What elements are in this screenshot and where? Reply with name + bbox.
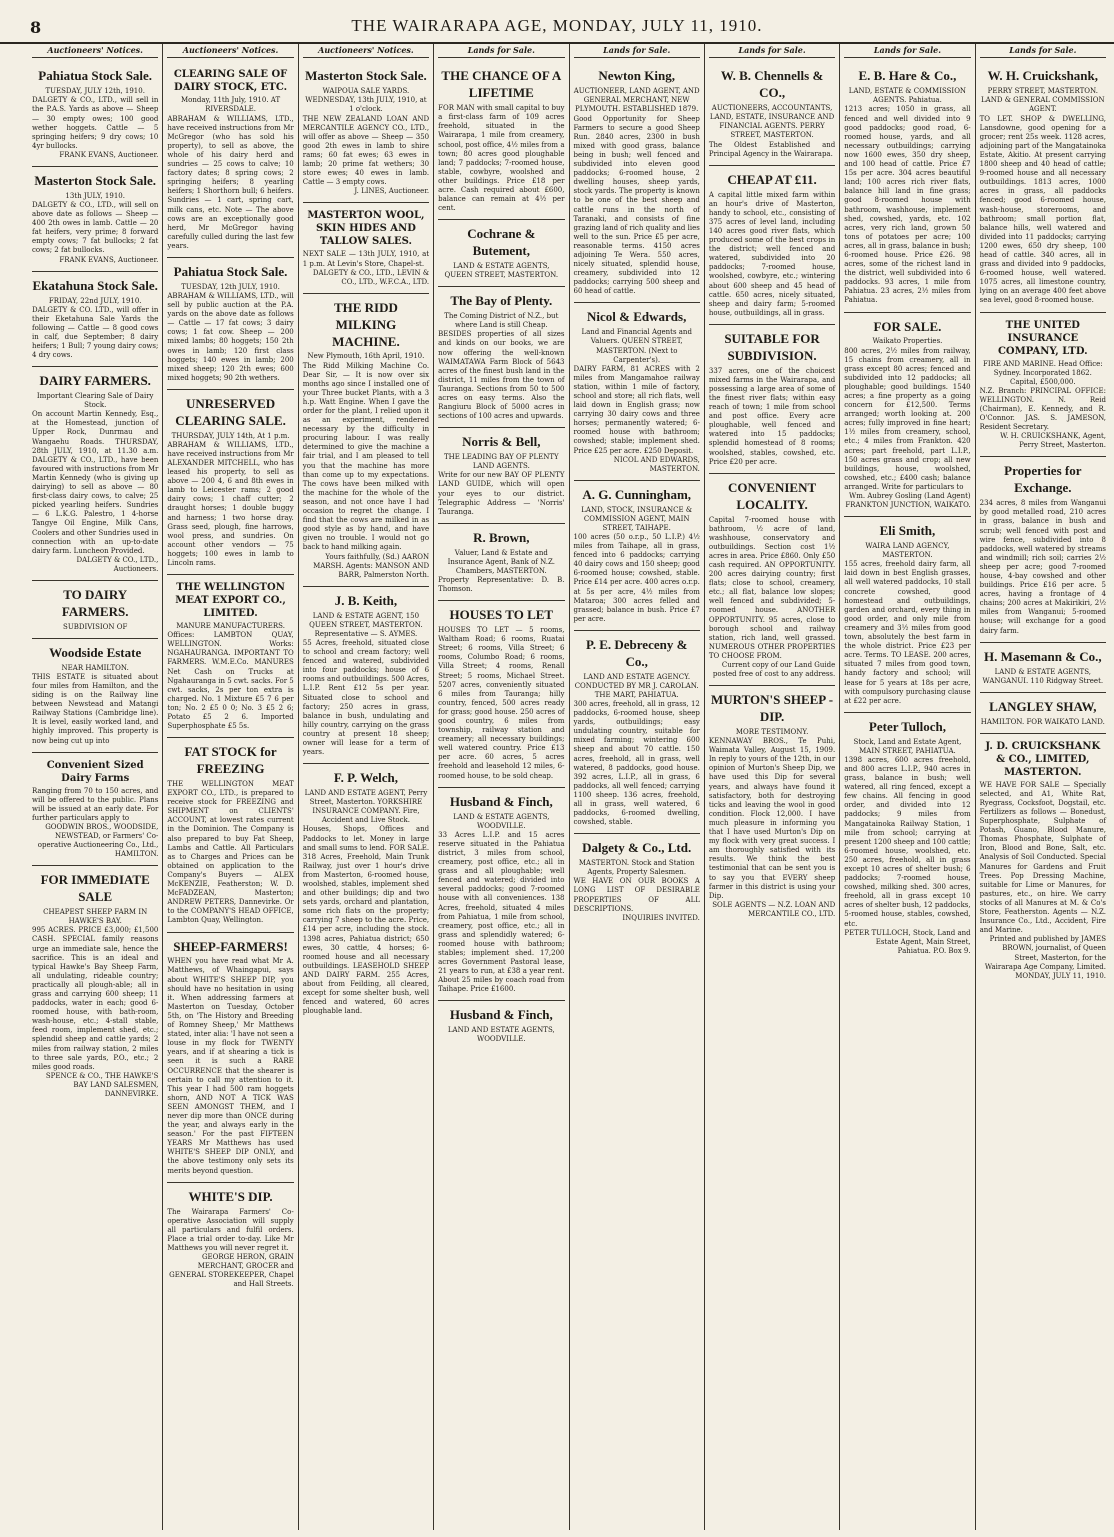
advertisement: [574, 62, 700, 303]
ad-title: LANGLEY SHAW,: [989, 698, 1097, 714]
advertisement: [32, 167, 158, 272]
ad-subtitle: Waikato Properties.: [872, 337, 943, 346]
ad-title: Pahiatua Stock Sale.: [38, 68, 153, 84]
ad-signature: FRANK EVANS, Auctioneer.: [59, 150, 159, 159]
ad-signature: J. LINES, Auctioneer.: [354, 187, 430, 196]
ad-body: DALGETY & CO., LTD., will sell in the P.A.S. Yards as above — Sheep — 30 empty owes; 100 good wether hoggets. Cattle — 5 springing heifers; 9 dry cows; 10 4yr bullocks.: [32, 96, 159, 150]
ad-body: 800 acres, 2½ miles from railway, 15 chains from creamery, all in grass except 80 acres; fenced and subdivided into 12 paddocks; all ploughable; good buildings. 1540 acres; a fine property as a going concern for £12,500. Terms arranged; worth looking at. 200 acres; fully improved in fine heart; 1½ miles from creamery, school, etc.; 4 miles from Frankton. 420 acres; part freehold, part L.I.P., 150 acres grass and crop; all new buildings, house, woolshed, cowshed, etc.; £400 cash; balance arranged. Write for particulars to: [844, 346, 971, 491]
ad-signature: FRANK EVANS, Auctioneer.: [59, 255, 159, 264]
advertisement: [980, 734, 1106, 987]
ad-body: 155 acres, freehold dairy farm, all laid down in best English grasses, all well watered paddocks, 10 stall concrete cowshed, good homestead and outbuildings, garden and orchard, every thing in good order, and only mile from creamery and 3½ miles from good town, absolutely the best farm in the whole district. Price £23 per acre. Terms. TO LEASE. 200 acres, situated 7 miles from good town, handy factory and school; will lease for 5 years at 18s per acre, with compulsory purchasing clause at £22 per acre.: [844, 560, 971, 705]
advertisement: [980, 313, 1106, 458]
ad-subtitle: New Plymouth, 16th April, 1910.: [307, 352, 425, 361]
ad-title: Ekatahuna Stock Sale.: [32, 277, 158, 293]
ad-title: W. H. Cruickshank,: [987, 68, 1099, 84]
ad-body: 995 ACRES. PRICE £3,000; £1,500 CASH. SPECIAL family reasons urge an immediate sale, hence the sacrifice. This is an ideal and typical Hawke's Bay Sheep Farm, all undulating, rideable country; practically all plough-able; all in grass and carrying 600 sheep; 11 paddocks, water in each; good 6-roomed house, with bath-room, wash-house, etc.; 4-stall stable, feed room, implement shed, etc.; splendid sheep and cattle yards; 2 miles from railway station, 2 miles to three sale yards, P.O., etc.; 2 miles good roads.: [32, 926, 159, 1071]
ad-body: Offices: LAMBTON QUAY, WELLINGTON. Works: NGAHAURANGA. IMPORTANT TO FARMERS. W.M.E.Co. MANURES Net Cash on Trucks at Ngahauranga in 5 cwt. sacks. For 5 cwt. sacks, 2s per ton extra is charged. No. 1 Mixture £5 7 6 per ton; No. 2 £5 0 0; No. 3 £5 2 6; Potato £5 2 6. Imported Superphosphate £5 5s.: [167, 631, 294, 731]
ad-subtitle: LAND, STOCK, INSURANCE & COMMISSION AGENT, MAIN STREET, TAIHAPE.: [581, 505, 693, 532]
ad-body: Good Opportunity for Sheep Farmers to secure a good Sheep Run. 2840 acres, 2300 in bush mixed with good grass, balance being in bush; well fenced and subdivided into eleven good paddocks; 6-roomed house, 2 dwelling houses, sheep yards, stock yards. The property is known to be one of the best sheep and cattle runs in the north of Taranaki, and consists of fine grazing land of rich quality and lies well to the sun. Price £5 per acre, reasonable terms. 4150 acres adjoining Te Wera. 550 acres, nicely situated, splendid house, creamery, subdivided into 12 paddocks; carrying 500 sheep and 60 head of cattle.: [573, 114, 700, 296]
ad-subtitle: HAMILTON. FOR WAIKATO LAND.: [980, 717, 1105, 726]
page-number: 8: [30, 18, 42, 37]
ad-subtitle: Monday, 11th July, 1910. AT RIVERSDALE.: [181, 96, 281, 114]
advertisement: [438, 62, 564, 220]
ad-body: DALGETY & CO., LTD., will sell on above date as follows — Sheep — 400 2th owes in lamb. Cattle — 20 fat heifers, very prime; 8 forward empty cows; 7 fat bullocks; 2 fat cows; 2 fat bullocks.: [32, 201, 159, 255]
ad-subtitle: LAND & ESTATE AGENT, 150 QUEEN STREET, MASTERTON. Representative — S. AYMES.: [309, 611, 423, 638]
ad-title: DAIRY FARMERS.: [39, 373, 151, 389]
ad-title: Woodside Estate: [49, 644, 142, 660]
column: [28, 44, 162, 1530]
ad-title: MASTERTON WOOL, SKIN HIDES AND TALLOW SALES.: [307, 210, 425, 248]
advertisement: [32, 753, 158, 867]
ad-body: A capital little mixed farm within an hour's drive of Masterton, handy to school, etc., consisting of 375 acres of level land, including 140 acres good river flats, which produced some of the best crops in the district; well fenced and watered, subdivided into 20 paddocks; 7-roomed house, woolshed, cowbyre, etc.; wintering about 600 sheep and 45 head of cattle. 650 acres, nicely situated, sheep and dairy farm; 5-roomed house, outbuildings, all in grass.: [708, 190, 836, 317]
ad-title: Pahiatua Stock Sale.: [173, 263, 288, 279]
column-header: Lands for Sale.: [844, 44, 970, 58]
advertisement: [303, 294, 429, 587]
advertisement: [438, 220, 564, 287]
ad-subtitle: FIRE AND MARINE. Head Office: Sydney. Incorporated 1862. Capital, £500,000.: [982, 359, 1103, 386]
ad-subtitle: Land and Financial Agents and Valuers. QUEEN STREET, MASTERTON. (Next to Carpenter's).: [581, 328, 692, 364]
advertisement: [167, 1183, 293, 1296]
ad-title: THE UNITED INSURANCE COMPANY, LTD.: [997, 319, 1088, 357]
ad-title: THE WELLINGTON MEAT EXPORT CO., LIMITED.: [175, 582, 286, 620]
ad-body: The Oldest Established and Principal Agency in the Wairarapa.: [708, 140, 836, 158]
advertisement: [32, 62, 158, 167]
ad-body: ABRAHAM & WILLIAMS, LTD., have received instructions from Mr McGregor (who has sold his property), to sell as above, the whole of his dairy herd and sundries — 25 cows to calve; 10 factory dates; 8 spring cows; 2 springing heifers; 8 yearling heifers; 1 Shorthorn bull; 6 heifers. Sundries — 1 cart, spring cart, milk cans, etc. Note — The above cows are an exceptionally good herd, Mr McGregor having carefully culled during the last few years.: [167, 114, 294, 250]
ad-signature: Wm. Aubrey Gosling (Land Agent) FRANKTON JUNCTION, WAIKATO.: [845, 492, 971, 510]
ad-body: 33 Acres L.I.P. and 15 acres reserve situated in the Pahiatua district, 3 miles from school, creamery, post office, etc.; all in grass and all ploughable; well fenced and watered; divided into several paddocks; good 7-roomed house with all conveniences. 138 Acres, freehold, situated 4 miles from Pahiatua, 1 mile from school, creamery, post office, etc.; all in grass and splendidly watered; 6-roomed house with bathroom; stables; implement shed. 17,200 acres Government Pastoral lease, 21 years to run, at £38 a year rent. About 25 miles by coach road from Taihape. Price £1600.: [438, 830, 565, 994]
ad-signature: Yours faithfully, (Sd.) AARON MARSH. Agents: MANSON AND BARR, Palmerston North.: [313, 552, 430, 579]
ad-subtitle: LAND & ESTATE AGENTS, WOODVILLE.: [453, 812, 550, 830]
ad-title: Husband & Finch,: [449, 1007, 553, 1023]
column: [704, 44, 839, 1530]
advertisement: [32, 866, 158, 1105]
ad-title: R. Brown,: [473, 529, 530, 545]
ad-body: The Wairarapa Farmers' Co-operative Association will supply all particulars and fulfil orders. Place a trial order to-day. Like Mr Matthews you will never regret it.: [167, 1207, 294, 1252]
ad-signature: Current copy of our Land Guide posted free of cost to any address.: [712, 661, 836, 679]
advertisement: [303, 587, 429, 764]
ad-signature: GOODWIN BROS., WOODSIDE, NEWSTEAD, or Farmers' Co-operative Auctioneering Co., Ltd., HAMILTON.: [37, 822, 159, 859]
advertisement: [709, 62, 835, 165]
ad-title: Eli Smith,: [879, 523, 936, 539]
ad-body: 1213 acres; 1050 in grass, all fenced and well divided into 9 good paddocks; good road, 6-roomed house, yards, and all necessary outbuildings; carrying now 1600 ewes, 350 dry sheep, and 100 head of cattle. Price £7 15s per acre. 304 acres beautiful land; 100 acres rich river flats, balance hill land in fine grass; good 8-roomed house with bathroom, washhouse, implement shed, cowshed, yards, etc. 102 acres, very rich land, grown 50 tons of potatoes per acre; 100 acres, all in grass, balance in bush; 6-roomed house. Price £26. 98 acres, some of the richest land in the district, well subdivided into 6 paddocks. 93 acres, 1 mile from Pahiatua. 23 acres, 2½ miles from Pahiatua.: [844, 105, 971, 305]
ad-title: HOUSES TO LET: [449, 607, 554, 623]
ad-subtitle: THE LEADING BAY OF PLENTY LAND AGENTS.: [443, 453, 559, 471]
ad-subtitle: Important Clearing Sale of Dairy Stock.: [36, 392, 154, 410]
ad-subtitle: LAND AND ESTATE AGENCY. CONDUCTED BY MR J. CAROLAN. THE MART, PAHIATUA.: [574, 672, 699, 699]
ad-subtitle: TUESDAY, JULY 12th, 1910.: [45, 87, 145, 96]
ad-subtitle: LAND, ESTATE & COMMISSION AGENTS. Pahiatua.: [848, 87, 967, 105]
advertisement: [167, 933, 293, 1183]
advertisement: [980, 643, 1106, 693]
column: [839, 44, 974, 1530]
advertisement: [303, 764, 429, 1022]
ad-title: THE CHANCE OF A LIFETIME: [441, 68, 562, 101]
column-header: Auctioneers' Notices.: [303, 44, 429, 58]
column-header: Auctioneers' Notices.: [167, 44, 293, 58]
ad-body: WE HAVE FOR SALE — Specially selected, and A1, White Rat, Ryegrass, Cocksfoot, Dogstail, etc. Fertilizers as follows — Bonedust, Superphosphate, Sulphate of Potash, Guano, Blood Manure, Thomas Phosphate, Sulphate of Iron, Blood and Bone, Salt, etc. Analysis of Soil Conducted. Special Manures for Gardens and Fruit Trees. Pop Dressing Machine, suitable for Lime or Manures, for pastures, etc., on hire. We carry stocks of all Manures at M. & Co's Store, Featherston. Agents — N.Z. Insurance Co., Ltd., Accident, Fire and Marine.: [979, 780, 1106, 935]
newspaper-title: THE WAIRARAPA AGE, MONDAY, JULY 11, 1910.: [351, 16, 763, 35]
ad-subtitle: SUBDIVISION OF: [63, 622, 128, 631]
ad-subtitle: MANURE MANUFACTURERS.: [176, 622, 285, 631]
ad-body: Houses, Shops, Offices and Paddocks to let. Money in large and small sums to lend. FOR SALE. 318 Acres, Freehold, Main Trunk Railway, just over 1 hour's drive from Masterton, 6-roomed house, woolshed, stables, implement shed and other buildings; dip and two sets yards, orchard and plantation, some rich flats on the property; carrying 7 sheep to the acre. Price, £14 per acre, including the stock. 1398 acres, Pahiatua district; 650 ewes, 30 cattle, 4 horses; 6-roomed house and all necessary outbuildings. LEASEHOLD SHEEP AND DAIRY FARM. 255 Acres, about from Feilding, all cleared, except for some shelter bush, well fenced and watered, 60 acres ploughable land.: [302, 825, 430, 1016]
ad-subtitle: Stock, Land and Estate Agent, MAIN STREET, PAHIATUA.: [853, 737, 962, 755]
ad-title: P. E. Debreceny & Co.,: [585, 636, 688, 669]
ad-signature: DALGETY & CO., LTD., LEVIN & CO., LTD., W.F.C.A., LTD.: [312, 268, 430, 286]
advertisement: [844, 313, 970, 518]
ad-subtitle: NEAR HAMILTON.: [61, 663, 129, 672]
ad-title: CONVENIENT LOCALITY.: [728, 479, 817, 512]
ad-subtitle: THURSDAY, JULY 14th, At 1 p.m.: [171, 431, 290, 440]
ad-title: CLEARING SALE OF DAIRY STOCK, ETC.: [173, 69, 288, 94]
advertisement: [980, 62, 1106, 312]
ad-title: E. B. Hare & Co.,: [858, 68, 957, 84]
ad-subtitle: AUCTIONEERS, ACCOUNTANTS, LAND, ESTATE, INSURANCE AND FINANCIAL AGENTS. PERRY STREET, MASTERTON.: [709, 104, 835, 140]
ad-subtitle: FRIDAY, 22nd JULY, 1910.: [48, 296, 142, 305]
ad-body: ABRAHAM & WILLIAMS, LTD., have received instructions from Mr ALEXANDER MITCHELL, who has leased his property, to sell as above — 200 4, 6 and 8th ewes in lamb to Leicester rams; 2 good dairy cows; 1 chaff cutter; 2 draught horses; 1 double buggy and harness; 1 two horse dray. Grass seed, plough, fine harrows, wool press, and sundries. On account other vendors — 75 hoggets; 100 ewes in lamb to Lincoln rams.: [167, 440, 294, 567]
ad-body: 55 Acres, freehold, situated close to school and cream factory; well fenced and watered, subdivided into four paddocks; house of 6 rooms and outbuildings. 500 Acres, L.I.P. Rent £12 5s per year. Situated close to school and factory; 250 acres in grass, balance in bush, undulating and hilly country, carrying on the grass country at present 18 sheep; owner will lease for a term of years.: [302, 638, 430, 757]
ad-subtitle: LAND & ESTATE AGENTS, QUEEN STREET, MASTERTON.: [444, 262, 559, 280]
ad-title: Dalgety & Co., Ltd.: [582, 840, 692, 856]
ad-body: N.Z. Branch: PRINCIPAL OFFICE: WELLINGTON. N. Reid (Chairman), E. Kennedy, and R. O'Connor. JAS. S. JAMESON, Resident Secretary.: [979, 386, 1106, 432]
ad-title: Masterton Stock Sale.: [305, 68, 427, 84]
advertisement: [438, 287, 564, 428]
advertisement: [167, 258, 293, 390]
ad-title: Properties for Exchange.: [1004, 463, 1082, 496]
advertisement: [438, 1001, 564, 1050]
advertisement: [32, 639, 158, 753]
advertisement: [167, 738, 293, 932]
ad-body: On account Martin Kennedy, Esq., at the Homestead, junction of Upper Rock, Dunrmau and Wangaehu Roads. THURSDAY, 28th JULY, 1910, at 11.30 a.m. DALGETY & CO., LTD., have been favoured with instructions from Mr Martin Kennedy (who is giving up dairying) to sell as above — 80 first-class dairy cows, to calve; 25 picked yearling heifers. Sundries — 6 L.K.G. Palestro, 1 4-horse Tangye Oil Engine, Milk Cans, Coolers and other Sundries used in connection with an up-to-date dairy farm. Luncheon Provided.: [32, 410, 159, 555]
ad-signature: W. H. CRUICKSHANK, Agent, Perry Street, Masterton.: [1000, 432, 1106, 450]
advertisement: [844, 62, 970, 312]
ad-title: FOR SALE.: [873, 318, 942, 334]
ad-title: WHITE'S DIP.: [188, 1188, 273, 1204]
ad-body: NEXT SALE — 13th JULY, 1910, at 1 p.m. At Levin's Store, Chapel-st.: [302, 250, 430, 268]
ad-title: Masterton Stock Sale.: [34, 173, 157, 189]
ad-title: H. Masemann & Co.,: [983, 648, 1102, 664]
ad-body: 234 acres, 8 miles from Wanganui by good metalled road, 210 acres in grass, balance in bush and scrub; well fenced with post and wire fence, subdivided into 8 paddocks, well watered by streams and windmill; rich soil; carries 2½ sheep per acre; good 7-roomed house, 4-bay cowshed and other buildings. Price £16 per acre. 5 acres, having a frontage of 4 chains; 200 acres at Makirikiri, 2½ miles from Wanganui; 5-roomed house; will exchange for a good dairy farm.: [979, 499, 1106, 635]
column-header: Lands for Sale.: [709, 44, 835, 58]
ad-subtitle: PERRY STREET, MASTERTON. LAND & GENERAL COMMISSION AGENT.: [981, 87, 1105, 114]
ad-title: FOR IMMEDIATE SALE: [40, 872, 150, 905]
ad-title: Newton King,: [598, 68, 675, 84]
ad-subtitle: MORE TESTIMONY.: [735, 728, 809, 736]
ad-title: Husband & Finch,: [449, 793, 553, 809]
advertisement: [980, 693, 1106, 734]
ad-body: Capital 7-roomed house with bathroom, ½ acre of land, washhouse, conservatory and outbuildings. Section cost 1½ acres in area. Price £860. Only £50 cash required. AN OPPORTUNITY. 200 acres dairying country; first flats; close to school, creamery, etc.; all flat, balance low slopes; well fenced and subdivided; 5-roomed house. ANOTHER OPPORTUNITY. 95 acres, close to borough school and railway station, rich land, well grassed. NUMEROUS OTHER PROPERTIES TO CHOOSE FROM.: [708, 515, 836, 660]
advertisement: [303, 62, 429, 203]
column: [569, 44, 704, 1530]
ad-body: 1398 acres, 600 acres freehold, and 800 acres L.I.P., 940 acres in grass, balance in bush; well watered, all ring fenced, except a few chains. All fencing in good order, and divided into 12 paddocks; 9 miles from Mangatainoka Railway Station, 1 mile from school; carrying at present 1200 sheep and 100 cattle; 6-roomed house, woolshed, etc. 250 acres, freehold, all in grass except 10 acres of shelter bush; 6 paddocks; 7-roomed house, cowshed, milking shed. 300 acres, freehold, all in grass except 10 acres of shelter bush, 12 paddocks, 5-roomed house, stables, cowshed, etc.: [844, 755, 971, 928]
advertisement: [709, 474, 835, 686]
ad-title: A. G. Cunningham,: [582, 486, 692, 502]
ad-body: The Ridd Milking Machine Co. Dear Sir, — It is now over six months ago since I installed one of your Three bucket Plants, with a 3 h.p. Watt Engine. When I gave the order for the plant, I relied upon it as an experiment, rendered necessary by the difficulty in procuring labour. I was really determined to give the machine a fair trial, and I am pleased to tell you that the machine has more than come up to my expectations. The cows have been milked with the machine for the whole of the season, and not once have I had occasion to regret the change. I find that the cows are milked in as good style as by hand, and have given no trouble. I would not go back to hand milking again.: [302, 361, 430, 552]
ad-title: UNRESERVED CLEARING SALE.: [175, 395, 286, 428]
ad-title: Convenient Sized Dairy Farms: [46, 759, 144, 784]
ad-body: Ranging from 70 to 150 acres, and will be offered to the public. Plans will be issued at an early date. For further particulars apply to: [32, 786, 159, 822]
ad-signature: PETER TULLOCH, Stock, Land and Estate Agent, Main Street, Pahiatua. P.O. Box 9.: [844, 928, 971, 955]
ad-title: J. B. Keith,: [334, 592, 398, 608]
ad-body: TO LET. SHOP & DWELLING, Lansdowne, good opening for a grocer; rent 25s week. 1128 acres, adjoining part of the Mangatainoka Estate, Akitio. At present carrying 1800 sheep and 40 head of cattle; 9-roomed house and all necessary outbuildings. 1813 acres, 1000 acres in grass, all paddocks fenced; good 6-roomed house, wash-house, storerooms, and bathroom; small portion flat, balance hills, well watered and divided into 11 paddocks; carrying 1200 ewes, 650 dry sheep, 100 head of cattle. 340 acres, all in grass and divided into 9 paddocks, 6-roomed house, well watered. 1075 acres, all limestone country, lying on an average 400 feet above sea level, good 8-roomed house.: [979, 114, 1106, 305]
ad-body: WHEN you have read what Mr A. Matthews, of Whaingapui, says about WHITE'S SHEEP DIP, you should have no hesitation in using it. When addressing farmers at Masterton on Tuesday, October 5th, on 'The History and Breeding of Romney Sheep,' Mr Matthews stated, inter alia: 'I have not seen a louse in my flock for TWENTY years, and if at shearing a tick is seen it is such a RARE OCCURRENCE that the shearer is certain to call my attention to it. This year I had 500 ram hoggets shorn, AND NOT A TICK WAS SEEN AMONGST THEM, and I never dip more than ONCE during the year, and always early in the season.' For the past FIFTEEN YEARS Mr Matthews has used WHITE'S SHEEP DIP ONLY, and the above testimony only sets its merits beyond question.: [167, 957, 294, 1175]
ad-title: Nicol & Edwards,: [587, 309, 687, 325]
advertisement: [438, 428, 564, 524]
advertisement: [32, 272, 158, 368]
ad-subtitle: AUCTIONEER, LAND AGENT, AND GENERAL MERCHANT, NEW PLYMOUTH. ESTABLISHED 1879.: [573, 87, 700, 114]
ad-subtitle: 13th JULY, 1910.: [65, 191, 125, 200]
advertisement: [574, 631, 700, 834]
ad-subtitle: WAIRA LAND AGENCY, MASTERTON.: [865, 542, 950, 560]
column-header: Lands for Sale.: [574, 44, 700, 58]
ad-title: W. B. Chennells & CO.,: [720, 68, 824, 101]
advertisement: [844, 517, 970, 713]
ad-subtitle: The Coming District of N.Z., but where Land is still Cheap.: [444, 312, 559, 330]
ad-subtitle: MASTERTON. Stock and Station Agents, Property Salesmen.: [578, 859, 695, 877]
advertisement: [167, 62, 293, 258]
ad-body: DALGETY & CO. LTD., will offer in their Eketahuna Sale Yards the following — Cattle — 8 good cows in calf, due September; 8 dairy heifers; 1 Bull; 7 young dairy cows; 4 dry cows.: [32, 305, 159, 360]
masthead: [0, 0, 1114, 44]
column-header: Lands for Sale.: [980, 44, 1106, 58]
ad-signature: DALGETY & CO., LTD., Auctioneers.: [76, 555, 159, 573]
ad-body: HOUSES TO LET — 5 rooms, Waltham Road; 6 rooms, Ruatai Street; 6 rooms, Villa Street; 6 rooms, Columbo Road; 6 rooms, Villa Street; 4 rooms, Renall Street; 5 rooms, Michael Street. 5207 acres, conveniently situated 6 miles from Tauranga; hilly country, fenced, 500 acres ready for grass; good house. 250 acres of good country, 6 miles from township, railway station and creamery; all necessary buildings; well watered country. Price £13 per acre. 60 acres, 5 acres freehold and leasehold 12 miles, 6-roomed house, to be sold cheap.: [438, 626, 565, 780]
advertisement: [438, 524, 564, 601]
advertisement: [574, 303, 700, 480]
ad-title: FAT STOCK for FREEZING: [184, 744, 277, 777]
ad-signature: GEORGE HERON, GRAIN MERCHANT, GROCER and GENERAL STOREKEEPER, Chapel and Hall Streets.: [169, 1253, 294, 1289]
ad-body: THIS ESTATE is situated about four miles from Hamilton, and the siding is on the Railway line between Newstead and Matangi Railway Stations (Cambridge line). It is level, easily worked land, and highly improved. This property is now being cut up into: [32, 672, 159, 745]
advertisement: [980, 457, 1106, 642]
ad-title: THE RIDD MILKING MACHINE.: [332, 299, 400, 349]
ad-signature: Printed and published by JAMES BROWN, journalist, of Queen Street, Masterton, for the Wairarapa Age Company, Limited. MONDAY, JULY 11, 1910.: [984, 935, 1106, 980]
ad-title: Peter Tulloch,: [868, 718, 946, 734]
ad-signature: NICOL AND EDWARDS, MASTERTON.: [613, 455, 700, 473]
advertisement: [303, 203, 429, 293]
ad-title: F. P. Welch,: [333, 770, 399, 786]
ad-title: The Bay of Plenty.: [450, 293, 553, 309]
advertisement: [32, 367, 158, 581]
ad-signature: SPENCE & CO., THE HAWKE'S BAY LAND SALESMEN, DANNEVIRKE.: [45, 1071, 159, 1098]
advertisement: [844, 713, 970, 962]
ad-body: WE HAVE ON OUR BOOKS A LONG LIST OF DESIRABLE PROPERTIES OF ALL DESCRIPTIONS.: [573, 877, 700, 913]
ad-title: CHEAP AT £11.: [727, 171, 817, 187]
ad-subtitle: LAND AND ESTATE AGENTS, WOODVILLE.: [447, 1026, 555, 1044]
ad-title: J. D. CRUICKSHANK & CO., LIMITED, MASTERTON.: [985, 740, 1101, 778]
advertisement: [709, 166, 835, 325]
ad-body: KENNAWAY BROS., Te Puhi, Waimata Valley, August 15, 1909. In reply to yours of the 12th, in our opinion of Murton's Sheep Dip, we have used this Dip for several years, and always have found it satisfactory, both for destroying ticks and leaving the wool in good condition. Flock 12,000. I have much pleasure in informing you that I have used Murton's Dip on my flock with very great success. I am thoroughly satisfied with its results. We think the best testimonial that can be sent you is to say you that EVERY sheep farmer in this district is using your Dip.: [708, 737, 836, 900]
ad-subtitle: LAND AND ESTATE AGENT, Perry Street, Masterton. YORKSHIRE INSURANCE COMPANY. Fire, Accident and Live Stock.: [304, 789, 428, 825]
advertisement: [574, 834, 700, 929]
advertisement: [438, 601, 564, 787]
column: [433, 44, 568, 1530]
ad-body: THE NEW ZEALAND LOAN AND MERCANTILE AGENCY CO., LTD., will offer as above — Sheep — 350 good 2th ewes in lamb to shire rams; 60 fat ewes; 63 ewes in lamb; 20 prime fat wethers; 30 store ewes; 40 ewes in lamb. Cattle — 3 empty cows.: [302, 114, 430, 187]
ad-subtitle: Valuer, Land & Estate and Insurance Agent, Bank of N.Z. Chambers, MASTERTON.: [447, 548, 555, 575]
ad-body: ABRAHAM & WILLIAMS, LTD., will sell by public auction at the P.A. yards on the above date as follows — Cattle — 17 fat cows; 3 dairy cows; 1 fat cow. Sheep — 200 mixed lambs; 80 hoggets; 150 2th owes in lamb; 120 first class hoggets; 140 ewes in lamb; 200 mixed sheep; 120 2th ewes; 600 mixed hoggets; 90 2th wethers.: [167, 291, 294, 382]
ad-subtitle: TUESDAY, 12th JULY, 1910.: [181, 282, 280, 291]
column: [298, 44, 433, 1530]
ad-title: TO DAIRY FARMERS.: [61, 586, 129, 619]
column-header: Lands for Sale.: [438, 44, 564, 58]
ad-subtitle: WAIPOUA SALE YARDS. WEDNESDAY, 13th JULY, 1910, at 1 o'clock.: [305, 87, 427, 114]
ad-body: Property Representative: D. B. Thomson.: [438, 576, 565, 594]
advertisement: [574, 481, 700, 631]
column: [162, 44, 297, 1530]
ad-subtitle: CHEAPEST SHEEP FARM IN HAWKE'S BAY.: [43, 908, 148, 926]
ad-title: SHEEP-FARMERS!: [173, 938, 288, 954]
advertisement: [167, 575, 293, 738]
ad-subtitle: LAND & ESTATE AGENTS, WANGANUI. 110 Ridgway Street.: [982, 667, 1104, 685]
ad-body: FOR MAN with small capital to buy a first-class farm of 109 acres freehold, situated in the Wairarapa, 1 mile from creamery, school, post office, 4½ miles from a town; 80 acres good ploughable land; 7 paddocks; 7-roomed house, stable, cowbyre, woolshed and other buildings. Price £18 per acre. Cash required about £600, balance can remain at 4½ per cent.: [438, 104, 565, 213]
advertisement: [709, 325, 835, 474]
advertisement: [167, 390, 293, 575]
ad-signature: SOLE AGENTS — N.Z. LOAN AND MERCANTILE CO., LTD.: [712, 900, 836, 918]
ad-title: Norris & Bell,: [462, 434, 541, 450]
ad-body: THE WELLINGTON MEAT EXPORT CO., LTD., is prepared to receive stock for FREEZING and SHIPMENT on CLIENTS' ACCOUNT, at lowest rates current in the Dominion. The Company is also prepared to buy Fat Sheep, Lambs and Cattle. All Particulars as to Charges and Prices can be obtained on application to the Company's Buyers — ALEX McKENZIE, Featherston; W. D. McFADZEAN, Masterton; ANDREW PETERS, Dannevirke. Or to the COMPANY'S HEAD OFFICE, Lambton Quay, Wellington.: [167, 780, 294, 925]
column-header: Auctioneers' Notices.: [32, 44, 158, 58]
column: [975, 44, 1110, 1530]
columns: [28, 44, 1110, 1530]
advertisement: [709, 686, 835, 925]
advertisement: [438, 788, 564, 1002]
ad-body: 300 acres, freehold, all in grass, 12 paddocks, 6-roomed house, sheep yards, outbuildings; easy undulating country, suitable for mixed farming; wintering 600 sheep and about 70 cattle. 150 acres, freehold, all in grass, well watered, 8 paddocks, good house. 392 acres, L.I.P., all in grass, 6 paddocks, all well fenced; carrying 1100 sheep. 136 acres, freehold, all in grass, well watered, 6 paddocks, 6-roomed dwelling, cowshed, stable.: [573, 700, 700, 827]
ad-title: SUITABLE FOR SUBDIVISION.: [724, 330, 820, 363]
ad-title: MURTON'S SHEEP - DIP.: [711, 692, 834, 725]
ad-body: BESIDES properties of all sizes and kinds on our books, we are now offering the well-known WAIMATAWA Farm Block of 5643 acres of the finest bush land in the district, 11 miles from the town of Tauranga. Sections from 50 to 500 acres on easy terms. Also the Rangiuru Block of 5000 acres in sections of 100 acres and upwards.: [438, 330, 565, 421]
ad-body: Write for our new BAY OF PLENTY LAND GUIDE, which will open your eyes to our district. Telegraphic Address — 'Norris' Tauranga.: [438, 471, 565, 516]
ad-signature: INQUIRIES INVITED.: [622, 913, 700, 922]
ad-body: DAIRY FARM, 81 ACRES with 2 miles from Mangamahoe railway station, within 1 mile of factory, school and store; all rich flats, well laid down in English grass; now carrying 30 dairy cows and three horses; permanently watered; 6-roomed house with bathroom; cowshed; stable; implement shed. Price £25 per acre. £250 Deposit.: [573, 364, 700, 455]
ad-title: Cochrane & Butement,: [467, 226, 536, 259]
ad-body: 100 acres (50 o.r.p., 50 L.I.P.) 4½ miles from Taihape, all in grass, fenced into 6 paddocks; carrying 40 dairy cows and 150 sheep; good 6-roomed house; cowshed, stable. Price £14 per acre. 400 acres o.r.p. at 5s per acre, 4½ miles from Mataroa; 300 acres felled and grassed; balance in bush. Price £7 per acre.: [573, 533, 700, 623]
advertisement: [32, 581, 158, 639]
ad-body: 337 acres, one of the choicest mixed farms in the Wairarapa, and possessing a large area of some of the finest river flats; within easy reach of town; 1 mile from school and post office. Every acre ploughable, well fenced and watered into 15 paddocks; splendid homestead of 8 rooms; woolshed, stables, cowshed, etc. Price £20 per acre.: [708, 366, 836, 466]
